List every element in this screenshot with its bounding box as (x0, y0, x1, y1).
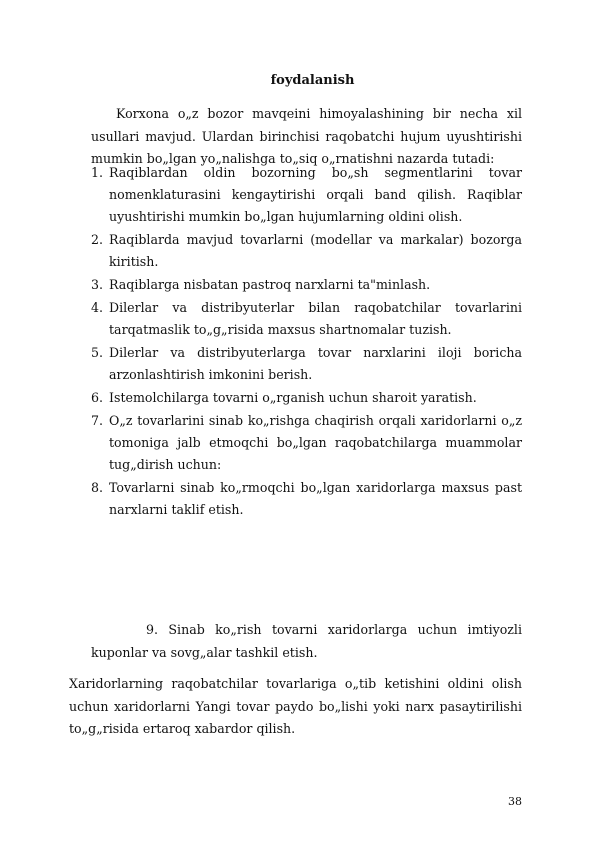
list-item-number: 8. (91, 480, 104, 495)
list-item-number: 5. (91, 345, 104, 360)
list-item-9-first-line: 9. Sinab ko„rish tovarni xaridorlarga uchun imtiyozli (146, 622, 522, 637)
list-item-text: Raqiblardan oldin bozorning bo„sh segmentlarini tovar nomenklaturasini kengaytirishi orqali band qilish. Raqiblar uyushtirishi mumkin bo„lgan hujumlarning oldini olish. (109, 165, 522, 224)
list-item-number: 7. (91, 413, 104, 428)
list-item-text: Istemolchilarga tovarni o„rganish uchun sharoit yaratish. (109, 390, 477, 405)
list-item-text: Dilerlar va distribyuterlar bilan raqobatchilar tovarlarini tarqatmaslik to„g„risida maxsus shartnomalar tuzish. (109, 300, 522, 337)
list-item-text: Raqiblarda mavjud tovarlarni (modellar va markalar) bozorga kiritish. (109, 232, 522, 269)
list-item (91, 229, 522, 273)
list-item (91, 342, 522, 386)
list-item-text: Dilerlar va distribyuterlarga tovar narxlarini iloji boricha arzonlashtirish imkonini berish. (109, 345, 522, 382)
final-paragraph: Xaridorlarning raqobatchilar tovarlariga o„tib ketishini oldini olish uchun xaridorlarni Yangi tovar paydo bo„lishi yoki narx pasaytirilishi to„g„risida ertaroq xabardor qilish. (69, 676, 522, 736)
list-item (91, 297, 522, 341)
list-item-text: O„z tovarlarini sinab ko„rishga chaqirish orqali xaridorlarni o„z tomoniga jalb etmoqchi bo„lgan raqobatchilarga muammolar tug„dirish uchun: (109, 413, 522, 472)
numbered-list (91, 162, 522, 522)
list-item-text: Tovarlarni sinab ko„rmoqchi bo„lgan xaridorlarga maxsus past narxlarni taklif etish. (109, 480, 522, 517)
list-item-number: 1. (91, 165, 104, 180)
list-item-number: 3. (91, 277, 104, 292)
list-item-number: 6. (91, 390, 104, 405)
list-item (91, 410, 522, 476)
list-item-9 (91, 619, 522, 664)
section-heading: foydalanish (270, 73, 355, 88)
list-item-text: Raqiblarga nisbatan pastroq narxlarni ta"minlash. (109, 277, 431, 292)
list-item-number: 2. (91, 232, 104, 247)
list-item (91, 274, 522, 296)
list-item (91, 162, 522, 228)
list-item (91, 387, 522, 409)
list-item-9-rest: kuponlar va sovg„alar tashkil etish. (91, 644, 318, 660)
intro-paragraph: Korxona o„z bozor mavqeini himoyalashining bir necha xil usullari mavjud. Ulardan birinchisi raqobatchi hujum uyushtirishi mumkin bo„lgan yo„nalishga to„siq o„rnatishni nazarda tutadi: (91, 106, 522, 166)
page-number: 38 (508, 795, 522, 808)
list-item (91, 477, 522, 521)
list-item-number: 4. (91, 300, 104, 315)
